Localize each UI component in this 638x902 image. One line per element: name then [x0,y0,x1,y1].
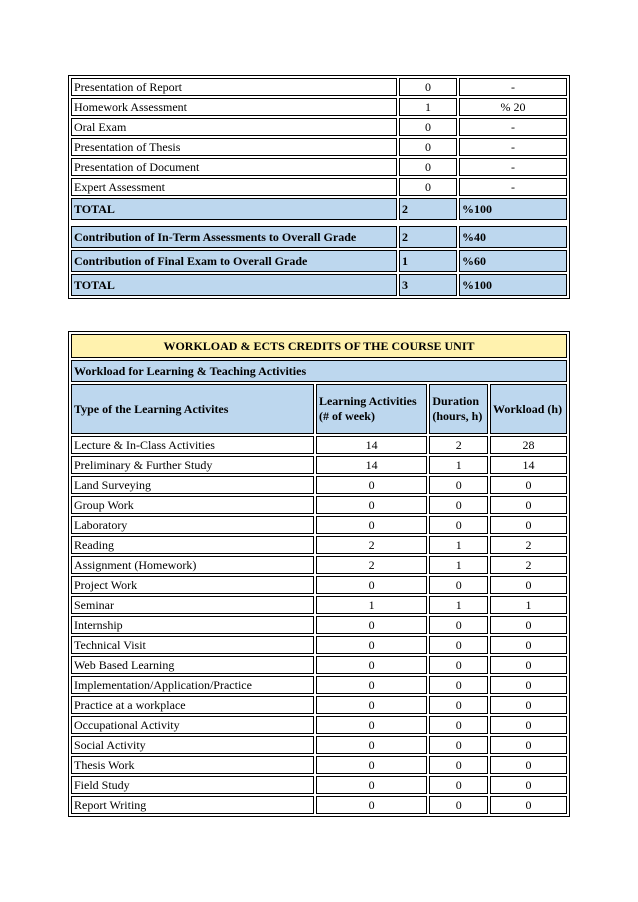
activity-workload: 0 [490,516,567,534]
activity-weeks: 2 [316,556,427,574]
assessment-row [71,158,567,176]
assessment-summary-row [71,250,567,272]
workload-header-row [71,384,567,434]
workload-table-body [71,334,567,814]
assessment-name: Oral Exam [71,118,397,136]
activity-weeks: 0 [316,496,427,514]
activity-workload: 0 [490,616,567,634]
activity-workload: 0 [490,696,567,714]
activity-weeks: 0 [316,616,427,634]
activity-weeks: 14 [316,456,427,474]
activity-weeks: 0 [316,716,427,734]
assessment-table-body [71,78,567,296]
activity-workload: 0 [490,756,567,774]
activity-name: Social Activity [71,736,314,754]
activity-workload: 0 [490,636,567,654]
workload-row [71,756,567,774]
workload-row [71,456,567,474]
activity-name: Seminar [71,596,314,614]
workload-row [71,676,567,694]
workload-table [68,331,570,817]
activity-duration: 1 [429,536,488,554]
summary-count: 2 [399,198,457,220]
activity-weeks: 0 [316,736,427,754]
workload-row [71,656,567,674]
assessment-count: 0 [399,178,457,196]
assessment-summary-row [71,226,567,248]
activity-duration: 0 [429,616,488,634]
workload-row [71,596,567,614]
assessment-name: Homework Assessment [71,98,397,116]
activity-weeks: 1 [316,596,427,614]
header-workload: Workload (h) [490,384,567,434]
summary-name: TOTAL [71,274,397,296]
summary-name: Contribution of Final Exam to Overall Grade [71,250,397,272]
activity-duration: 0 [429,776,488,794]
activity-duration: 0 [429,576,488,594]
activity-name: Group Work [71,496,314,514]
assessment-name: Expert Assessment [71,178,397,196]
assessment-row [71,178,567,196]
workload-title: WORKLOAD & ECTS CREDITS OF THE COURSE UNIT [71,334,567,358]
assessment-row [71,138,567,156]
activity-weeks: 0 [316,576,427,594]
activity-weeks: 0 [316,516,427,534]
activity-workload: 14 [490,456,567,474]
activity-name: Laboratory [71,516,314,534]
summary-name: Contribution of In-Term Assessments to Overall Grade [71,226,397,248]
workload-row [71,636,567,654]
summary-percent: %100 [459,198,567,220]
activity-workload: 0 [490,796,567,814]
workload-row [71,476,567,494]
activity-name: Implementation/Application/Practice [71,676,314,694]
activity-duration: 1 [429,556,488,574]
workload-title-row [71,334,567,358]
assessment-count: 1 [399,98,457,116]
spacer-cell [71,222,567,224]
assessment-percent: - [459,78,567,96]
activity-name: Internship [71,616,314,634]
activity-duration: 0 [429,676,488,694]
activity-weeks: 0 [316,476,427,494]
workload-row [71,496,567,514]
assessment-percent: - [459,118,567,136]
activity-name: Land Surveying [71,476,314,494]
activity-workload: 0 [490,736,567,754]
workload-row [71,776,567,794]
activity-name: Project Work [71,576,314,594]
workload-row [71,716,567,734]
workload-row [71,516,567,534]
assessment-percent: - [459,138,567,156]
header-activities: Learning Activities (# of week) [316,384,427,434]
activity-duration: 1 [429,456,488,474]
activity-duration: 1 [429,596,488,614]
activity-duration: 0 [429,696,488,714]
assessment-count: 0 [399,78,457,96]
activity-workload: 2 [490,556,567,574]
activity-weeks: 2 [316,536,427,554]
activity-workload: 0 [490,776,567,794]
activity-duration: 2 [429,436,488,454]
activity-workload: 0 [490,716,567,734]
workload-row [71,436,567,454]
activity-name: Lecture & In-Class Activities [71,436,314,454]
summary-count: 3 [399,274,457,296]
activity-workload: 0 [490,576,567,594]
assessment-count: 0 [399,118,457,136]
summary-percent: %40 [459,226,567,248]
assessment-percent: - [459,158,567,176]
assessment-count: 0 [399,158,457,176]
workload-row [71,536,567,554]
activity-weeks: 0 [316,676,427,694]
activity-workload: 0 [490,656,567,674]
activity-workload: 1 [490,596,567,614]
workload-row [71,576,567,594]
activity-workload: 0 [490,476,567,494]
activity-workload: 0 [490,676,567,694]
assessment-count: 0 [399,138,457,156]
activity-name: Preliminary & Further Study [71,456,314,474]
summary-count: 1 [399,250,457,272]
assessment-name: Presentation of Document [71,158,397,176]
activity-duration: 0 [429,796,488,814]
summary-count: 2 [399,226,457,248]
activity-weeks: 0 [316,636,427,654]
activity-name: Field Study [71,776,314,794]
activity-name: Occupational Activity [71,716,314,734]
activity-name: Reading [71,536,314,554]
activity-duration: 0 [429,476,488,494]
assessment-summary-row [71,274,567,296]
activity-name: Thesis Work [71,756,314,774]
assessment-percent: % 20 [459,98,567,116]
activity-duration: 0 [429,656,488,674]
activity-duration: 0 [429,636,488,654]
workload-row [71,736,567,754]
workload-subtitle-row [71,360,567,382]
workload-row [71,556,567,574]
activity-name: Web Based Learning [71,656,314,674]
assessment-row [71,118,567,136]
workload-row [71,696,567,714]
activity-duration: 0 [429,716,488,734]
summary-percent: %60 [459,250,567,272]
assessment-percent: - [459,178,567,196]
activity-weeks: 0 [316,756,427,774]
workload-subtitle: Workload for Learning & Teaching Activities [71,360,567,382]
activity-weeks: 0 [316,696,427,714]
header-duration: Duration (hours, h) [429,384,488,434]
activity-weeks: 0 [316,796,427,814]
header-type: Type of the Learning Activites [71,384,314,434]
activity-workload: 28 [490,436,567,454]
activity-duration: 0 [429,736,488,754]
spacer-row [71,222,567,224]
activity-weeks: 0 [316,656,427,674]
activity-workload: 2 [490,536,567,554]
assessment-table [68,75,570,299]
summary-name: TOTAL [71,198,397,220]
activity-name: Technical Visit [71,636,314,654]
activity-duration: 0 [429,516,488,534]
activity-name: Practice at a workplace [71,696,314,714]
assessment-row [71,98,567,116]
assessment-name: Presentation of Report [71,78,397,96]
activity-weeks: 14 [316,436,427,454]
workload-row [71,796,567,814]
activity-duration: 0 [429,756,488,774]
activity-name: Assignment (Homework) [71,556,314,574]
summary-percent: %100 [459,274,567,296]
activity-weeks: 0 [316,776,427,794]
assessment-name: Presentation of Thesis [71,138,397,156]
activity-name: Report Writing [71,796,314,814]
workload-row [71,616,567,634]
assessment-summary-row [71,198,567,220]
activity-workload: 0 [490,496,567,514]
activity-duration: 0 [429,496,488,514]
assessment-row [71,78,567,96]
